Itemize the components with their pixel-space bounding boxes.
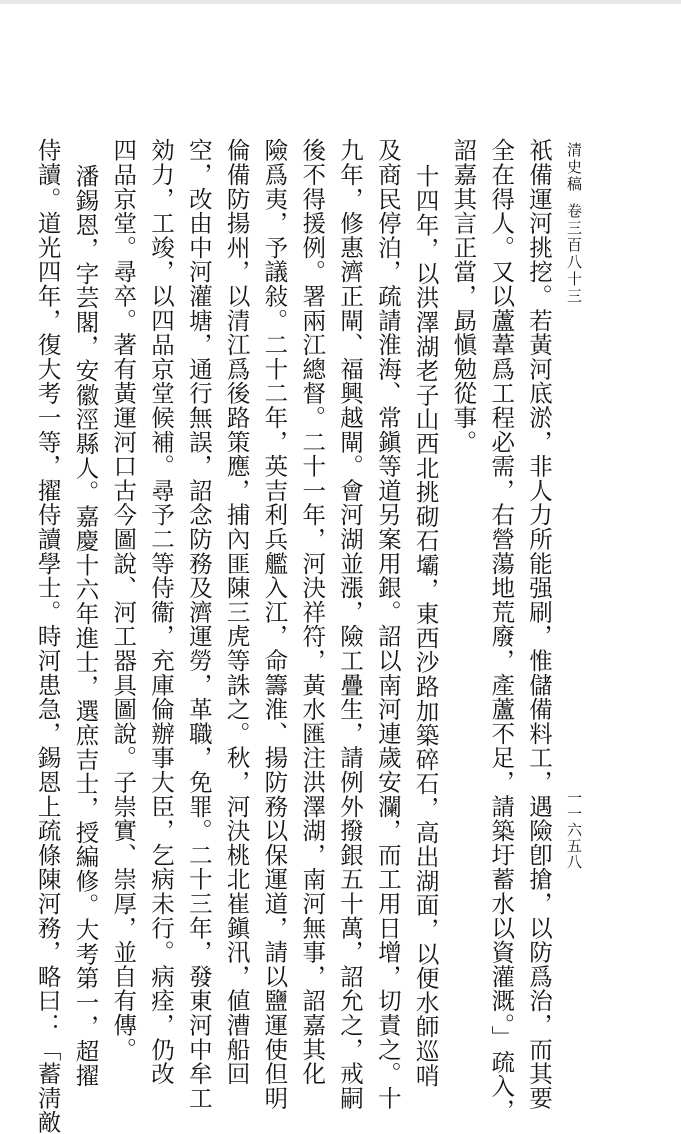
book-title: 清史稿: [565, 142, 583, 193]
text-column: 九年，修惠濟正閘、福興越閘。會河湖並漲，險工疊生，請例外撥銀五十萬，詔允之，戒嗣: [336, 138, 365, 1110]
text-column: 祇備運河挑挖。若黃河底淤，非人力所能强刷，惟儲備料工，遇險卽搶，以防爲治，而其要: [525, 138, 553, 1110]
text-column: 空，改由中河灌塘，通行無誤，詔念防務及濟運勞，革職，免罪。二十三年，發東河中牟工: [184, 138, 213, 1110]
main-text: [33, 138, 557, 1134]
text-column: 及商民停泊，疏請淮海、常鎭等道另案用銀。詔以南河連歲安瀾，而工用日增，切責之。十: [373, 138, 402, 1110]
page-number: 一一六五八: [565, 790, 583, 870]
text-column: 四品京堂。尋卒。著有黃運河口古今圖說、河工器具圖說。子崇實、崇厚，並自有傳。: [109, 138, 138, 1062]
text-column: 後不得援例。署兩江總督。二十一年，河決祥符，黃水匯注洪澤湖，南河無事，詔嘉其化: [298, 138, 327, 1086]
running-header: [566, 142, 581, 305]
text-column: 全在得人。又以蘆葦爲工程必需，右營蕩地荒廢，產蘆不足，請築圩蓄水以資灌溉。」疏入，: [487, 138, 516, 1123]
text-column: 倫備防揚州，以清江爲後路策應，捕內匪陳三虎等誅之。秋，河決桃北崔鎭汛，値漕船回: [222, 138, 251, 1086]
paragraph-start-column: 十四年，以洪澤湖老子山西北挑砌石壩，東西沙路加築碎石，高出湖面，以便水師巡哨: [411, 164, 440, 1088]
page-top-edge: [0, 0, 681, 4]
text-column: 侍讀。道光四年，復大考一等，擢侍讀學士。時河患急，錫恩上疏條陳河務，略曰：「蓄淸敵: [33, 138, 62, 1134]
text-column: 險爲夷，予議敍。二十二年，英吉利兵艦入江，命籌淮、揚防務以保運道，請以鹽運使但明: [260, 138, 289, 1110]
text-column: 詔嘉其言正當，勗愼勉從事。: [449, 138, 478, 454]
volume-label: 卷三百八十三: [565, 203, 583, 305]
text-column: 効力，工竣，以四品京堂候補。尋予二等侍衞，充庫倫辦事大臣，乞病未行。病痊，仍改: [147, 138, 176, 1086]
paragraph-start-column: 潘錫恩，字芸閣，安徽涇縣人。嘉慶十六年進士，選庶吉士，授編修。大考第一，超擢: [71, 164, 100, 1088]
